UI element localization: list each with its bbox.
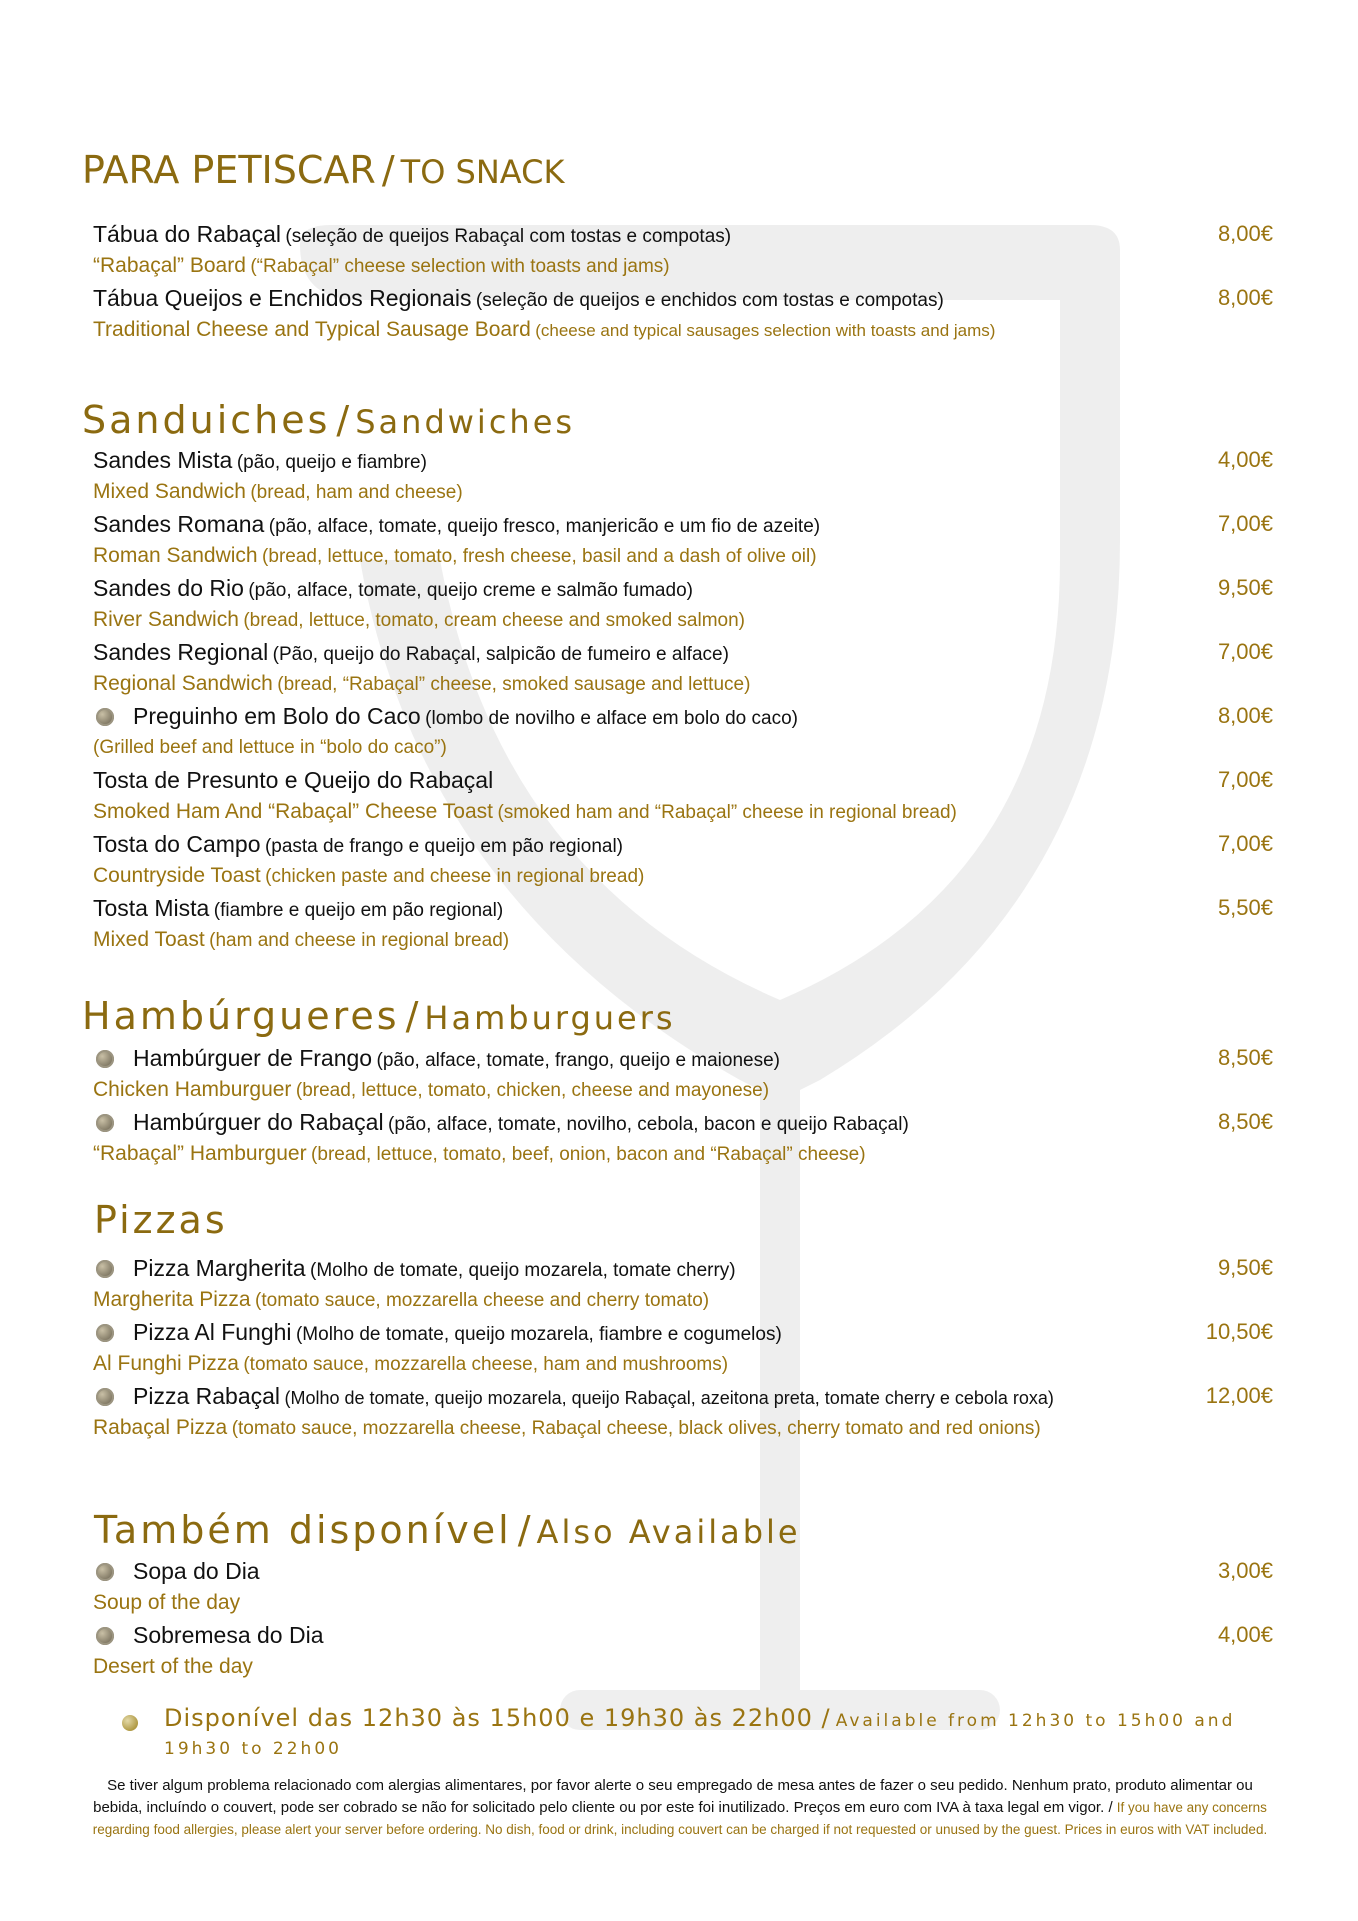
item-desc-en: (ham and cheese in regional bread) (209, 930, 510, 951)
item-name-pt: Tosta do Campo (93, 831, 261, 857)
item-name-en: Rabaçal Pizza (93, 1416, 228, 1439)
item-desc-en: (bread, lettuce, tomato, cream cheese and smoked salmon) (243, 610, 745, 631)
item-desc-pt: (lombo de novilho e alface em bolo do caco) (425, 708, 798, 729)
item-name-en: Margherita Pizza (93, 1288, 251, 1311)
items-sandwiches (93, 444, 1273, 956)
menu-item (93, 828, 1273, 892)
item-name-en: Traditional Cheese and Typical Sausage Board (93, 318, 531, 341)
item-desc-en: (chicken paste and cheese in regional bread) (265, 866, 645, 887)
item-desc-pt: (Molho de tomate, queijo mozarela, queijo Rabaçal, azeitona preta, tomate cherry e cebola roxa) (284, 1388, 1054, 1408)
item-name-en: Countryside Toast (93, 864, 261, 887)
item-desc-en: (bread, lettuce, tomato, fresh cheese, basil and a dash of olive oil) (262, 546, 817, 567)
item-desc-pt: (pão, alface, tomate, queijo creme e salmão fumado) (248, 580, 693, 601)
item-desc-pt: (fiambre e queijo em pão regional) (213, 900, 504, 921)
item-desc-pt: (pão, queijo e fiambre) (236, 452, 427, 473)
section-separator: / (336, 398, 350, 442)
section-title-sandwiches (82, 398, 575, 442)
footer-text-pt: Se tiver algum problema relacionado com alergias alimentares, por favor alerte o seu empregado de mesa antes de fazer o seu pedido. Nenhum prato, produto alimentar ou bebida, incluíndo o couvert, pode ser cobrado se não for solicitado pelo cliente ou por este foi inutilizado. Preços em euro com IVA à taxa legal em vigor. / (93, 1777, 1253, 1816)
section-title-en: Sandwiches (355, 403, 576, 441)
item-desc-pt: (pão, alface, tomate, frango, queijo e maionese) (376, 1050, 780, 1071)
item-name-pt: Pizza Rabaçal (133, 1383, 281, 1409)
item-desc-en: (smoked ham and “Rabaçal” cheese in regional bread) (497, 802, 957, 823)
menu-item (93, 444, 1273, 508)
dish-bullet-icon (96, 1260, 114, 1278)
item-name-en: Regional Sandwich (93, 672, 273, 695)
item-desc-en: (tomato sauce, mozzarella cheese, Rabaçal cheese, black olives, cherry tomato and red onions) (231, 1418, 1041, 1439)
item-price: 12,00€ (1205, 1383, 1273, 1408)
item-price: 8,50€ (1217, 1045, 1273, 1070)
availability-bullet-icon (122, 1715, 138, 1731)
menu-item (93, 218, 1273, 282)
section-title-burgers (82, 994, 676, 1038)
item-desc-en: (bread, ham and cheese) (250, 482, 463, 503)
item-desc-pt: (pão, alface, tomate, queijo fresco, manjericão e um fio de azeite) (268, 516, 821, 537)
item-price: 4,00€ (1217, 1622, 1273, 1647)
item-name-en: Smoked Ham And “Rabaçal” Cheese Toast (93, 800, 493, 823)
item-name-en: Desert of the day (93, 1655, 253, 1678)
item-desc-en: (tomato sauce, mozzarella cheese and cherry tomato) (255, 1290, 710, 1311)
item-desc-pt: (seleção de queijos Rabaçal com tostas e compotas) (285, 226, 732, 247)
section-separator: / (405, 994, 419, 1038)
footer-text-en: If you have any concerns regarding food allergies, please alert your server before ordering. No dish, food or drink, including couvert can be charged if not requested or unused by the guest. Prices in euros with VAT included. (92, 1800, 1268, 1837)
item-desc-en: (tomato sauce, mozzarella cheese, ham and mushrooms) (243, 1354, 729, 1375)
item-desc-en: (Grilled beef and lettuce in “bolo do caco”) (93, 737, 447, 758)
item-name-pt: Tosta de Presunto e Queijo do Rabaçal (93, 767, 494, 793)
section-separator: / (517, 1508, 531, 1552)
item-desc-en: (bread, lettuce, tomato, chicken, cheese and mayonese) (295, 1080, 770, 1101)
item-name-pt: Hambúrguer do Rabaçal (133, 1109, 384, 1135)
item-name-pt: Sobremesa do Dia (133, 1622, 324, 1648)
item-desc-pt: (Molho de tomate, queijo mozarela, fiambre e cogumelos) (295, 1324, 782, 1345)
item-name-pt: Sandes Regional (93, 639, 269, 665)
item-price: 9,50€ (1217, 575, 1273, 600)
item-name-en: River Sandwich (93, 608, 239, 631)
menu-item (93, 282, 1273, 346)
item-desc-en: (cheese and typical sausages selection with toasts and jams) (535, 321, 996, 340)
item-name-pt: Pizza Margherita (133, 1255, 306, 1281)
item-price: 5,50€ (1217, 895, 1273, 920)
availability-en: Available from 12h30 to 15h00 and 19h30 to 22h00 (164, 1711, 1236, 1759)
items-also-available (93, 1555, 1273, 1683)
item-name-pt: Sopa do Dia (133, 1558, 260, 1584)
item-price: 9,50€ (1217, 1255, 1273, 1280)
items-burgers (93, 1042, 1273, 1170)
item-name-en: Al Funghi Pizza (93, 1352, 239, 1375)
menu-item (93, 1380, 1273, 1444)
item-name-en: Mixed Sandwich (93, 480, 246, 503)
menu-item (93, 636, 1273, 700)
item-desc-pt: (Molho de tomate, queijo mozarela, tomate cherry) (310, 1260, 736, 1281)
item-name-en: Soup of the day (93, 1591, 241, 1614)
menu-item (93, 1042, 1273, 1106)
item-price: 7,00€ (1217, 639, 1273, 664)
item-name-en: “Rabaçal” Hamburguer (93, 1142, 307, 1165)
menu-item (93, 508, 1273, 572)
item-name-pt: Preguinho em Bolo do Caco (133, 703, 421, 729)
item-name-pt: Sandes do Rio (93, 575, 244, 601)
section-title-also-available (94, 1508, 801, 1552)
section-title-pt: Também disponível (94, 1508, 512, 1552)
item-price: 10,50€ (1205, 1319, 1273, 1344)
item-price: 7,00€ (1217, 831, 1273, 856)
item-name-pt: Tábua do Rabaçal (93, 221, 281, 247)
section-title-pt: Hambúrgueres (82, 994, 400, 1038)
dish-bullet-icon (96, 1627, 114, 1645)
item-price: 7,00€ (1217, 767, 1273, 792)
section-title-snack (82, 148, 564, 192)
item-name-en: “Rabaçal” Board (93, 254, 246, 277)
items-pizzas (93, 1252, 1273, 1444)
dish-bullet-icon (96, 1050, 114, 1068)
item-name-pt: Sandes Mista (93, 447, 233, 473)
item-name-pt: Tosta Mista (93, 895, 210, 921)
section-title-pt: PARA PETISCAR (82, 148, 376, 192)
section-title-pt: Pizzas (94, 1198, 228, 1242)
item-price: 8,00€ (1217, 221, 1273, 246)
item-price: 7,00€ (1217, 511, 1273, 536)
section-separator: / (381, 148, 395, 192)
item-name-pt: Tábua Queijos e Enchidos Regionais (93, 285, 472, 311)
item-name-en: Mixed Toast (93, 928, 205, 951)
menu-item (93, 1106, 1273, 1170)
item-desc-pt: (Pão, queijo do Rabaçal, salpicão de fumeiro e alface) (272, 644, 729, 665)
dish-bullet-icon (96, 1114, 114, 1132)
dish-bullet-icon (96, 1388, 114, 1406)
menu-item (93, 1555, 1273, 1619)
dish-bullet-icon (96, 1563, 114, 1581)
item-price: 8,50€ (1217, 1109, 1273, 1134)
item-desc-pt: (pão, alface, tomate, novilho, cebola, bacon e queijo Rabaçal) (388, 1114, 909, 1135)
item-name-en: Roman Sandwich (93, 544, 258, 567)
item-desc-pt: (pasta de frango e queijo em pão regional) (264, 836, 624, 857)
items-snack (93, 218, 1273, 346)
section-title-pizzas (94, 1198, 228, 1242)
section-title-pt: Sanduiches (82, 398, 331, 442)
item-price: 8,00€ (1217, 285, 1273, 310)
section-title-en: Also Available (536, 1513, 801, 1551)
item-desc-en: (“Rabaçal” cheese selection with toasts and jams) (250, 256, 670, 277)
menu-item (93, 700, 1273, 764)
menu-item (93, 1252, 1273, 1316)
item-name-pt: Sandes Romana (93, 511, 265, 537)
item-price: 4,00€ (1217, 447, 1273, 472)
menu-item (93, 1619, 1273, 1683)
availability-pt: Disponível das 12h30 às 15h00 e 19h30 às 22h00 / (164, 1704, 831, 1732)
menu-item (93, 572, 1273, 636)
dish-bullet-icon (96, 708, 114, 726)
dish-bullet-icon (96, 1324, 114, 1342)
allergy-footer (84, 1775, 1276, 1841)
availability-note (122, 1704, 1282, 1763)
item-name-pt: Hambúrguer de Frango (133, 1045, 373, 1071)
item-desc-pt: (seleção de queijos e enchidos com tostas e compotas) (475, 290, 944, 311)
item-desc-en: (bread, lettuce, tomato, beef, onion, bacon and “Rabaçal” cheese) (311, 1144, 866, 1165)
menu-item (93, 764, 1273, 828)
menu-item (93, 892, 1273, 956)
section-title-en: TO SNACK (400, 153, 565, 191)
menu-item (93, 1316, 1273, 1380)
item-price: 3,00€ (1217, 1558, 1273, 1583)
item-desc-en: (bread, “Rabaçal” cheese, smoked sausage and lettuce) (277, 674, 751, 695)
item-name-pt: Pizza Al Funghi (133, 1319, 292, 1345)
item-price: 8,00€ (1217, 703, 1273, 728)
item-name-en: Chicken Hamburguer (93, 1078, 292, 1101)
section-title-en: Hamburguers (424, 999, 676, 1037)
